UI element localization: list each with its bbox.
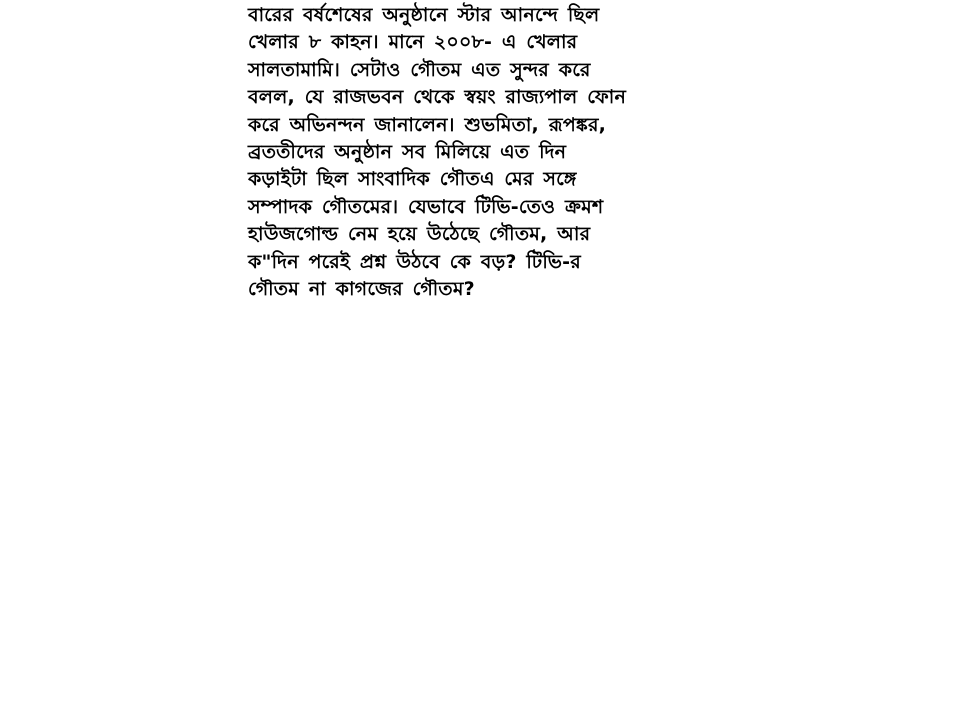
text-line-3: সালতামামি। সেটাও গৌতম এত সুন্দর করে [248,58,591,81]
text-line-9: হাউজগোল্ড নেম হয়ে উঠেছে গৌতম, আর [248,223,591,246]
text-line-7: কড়াইটা ছিল সাংবাদিক গৌতএ মের সঙ্গে [248,168,577,191]
text-line-4: বলল, যে রাজভবন থেকে স্বয়ং রাজ্যপাল ফোন [248,86,627,109]
text-line-10: ক"দিন পরেই প্রশ্ন উঠবে কে বড়? টিভি-র [248,250,581,273]
text-line-6: ব্রততীদের অনুষ্ঠান সব মিলিয়ে এত দিন [248,141,567,164]
text-line-1: বারের বর্ষশেষের অনুষ্ঠানে স্টার আনন্দে ছিল [248,4,600,26]
text-line-11: গৌতম না কাগজের গৌতম? [248,278,475,301]
text-line-8: সম্পাদক গৌতমের। যেভাবে টিভি-তেও ক্রমশ [248,195,604,218]
text-line-2: খেলার ৮ কাহন। মানে ২০০৮- এ খেলার [248,31,578,54]
text-line-5: করে অভিনন্দন জানালেন। শুভমিতা, রূপঙ্কর, [248,113,607,136]
bengali-text-block [248,2,718,303]
